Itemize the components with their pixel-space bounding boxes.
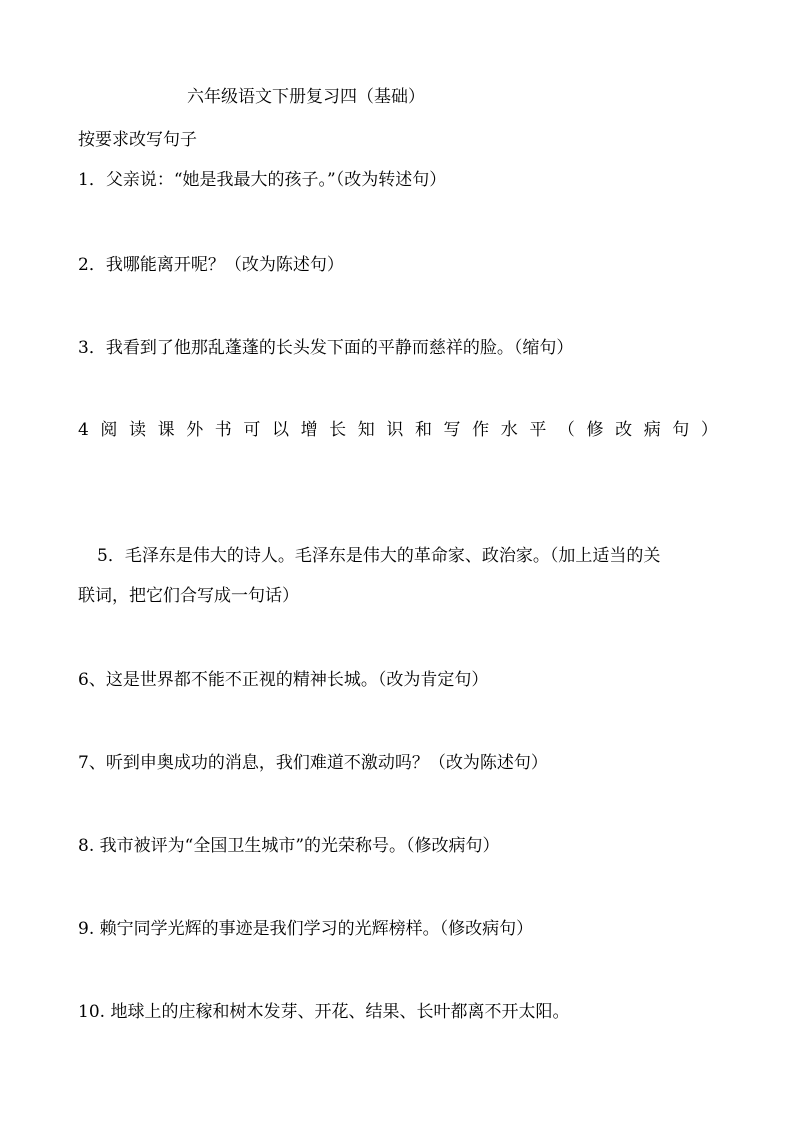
question-4-char: 长 — [329, 420, 347, 440]
question-4-char: 作 — [472, 420, 490, 440]
question-4-char: ） — [700, 420, 718, 440]
question-4-char: 改 — [615, 420, 633, 440]
question-5-line-1: 5．毛泽东是伟大的诗人。毛泽东是伟大的革命家、政治家。（加上适当的关 — [97, 546, 661, 566]
question-4-char: 增 — [300, 420, 318, 440]
question-9: 9. 赖宁同学光辉的事迹是我们学习的光辉榜样。（修改病句） — [78, 919, 534, 939]
question-4-char: 句 — [672, 420, 690, 440]
question-5-line-2: 联词，把它们合写成一句话） — [78, 586, 299, 606]
question-8: 8. 我市被评为“全国卫生城市”的光荣称号。（修改病句） — [78, 836, 500, 856]
question-4-char: 可 — [243, 420, 261, 440]
question-2: 2．我哪能离开呢？（改为陈述句） — [78, 255, 344, 275]
question-4-char: 和 — [414, 420, 432, 440]
question-4-char: 以 — [271, 420, 289, 440]
question-4-char: 知 — [357, 420, 375, 440]
question-4-char: 水 — [500, 420, 518, 440]
question-4-char: 识 — [386, 420, 404, 440]
section-heading: 按要求改写句子 — [78, 130, 197, 150]
question-1: 1．父亲说：“她是我最大的孩子。”（改为转述句） — [78, 170, 447, 190]
question-4-char: 病 — [643, 420, 661, 440]
question-4 — [78, 419, 718, 441]
question-3: 3．我看到了他那乱蓬蓬的长头发下面的平静而慈祥的脸。（缩句） — [78, 338, 574, 358]
question-4-char: （ — [557, 420, 575, 440]
question-4-char: 修 — [586, 420, 604, 440]
question-7: 7、听到申奥成功的消息，我们难道不激动吗？（改为陈述句） — [78, 753, 548, 773]
question-4-char: 平 — [529, 420, 547, 440]
question-4-char: 写 — [443, 420, 461, 440]
question-4-char: 课 — [157, 420, 175, 440]
question-4-char: 阅 — [100, 420, 118, 440]
question-4-char: 外 — [186, 420, 204, 440]
question-4-char: 书 — [214, 420, 232, 440]
question-6: 6、这是世界都不能不正视的精神长城。（改为肯定句） — [78, 670, 489, 690]
question-4-char: 读 — [129, 420, 147, 440]
question-4-char: 4 — [78, 420, 89, 440]
page-title: 六年级语文下册复习四（基础） — [187, 87, 425, 107]
question-10: 10. 地球上的庄稼和树木发芽、开花、结果、长叶都离不开太阳。 — [78, 1002, 570, 1022]
